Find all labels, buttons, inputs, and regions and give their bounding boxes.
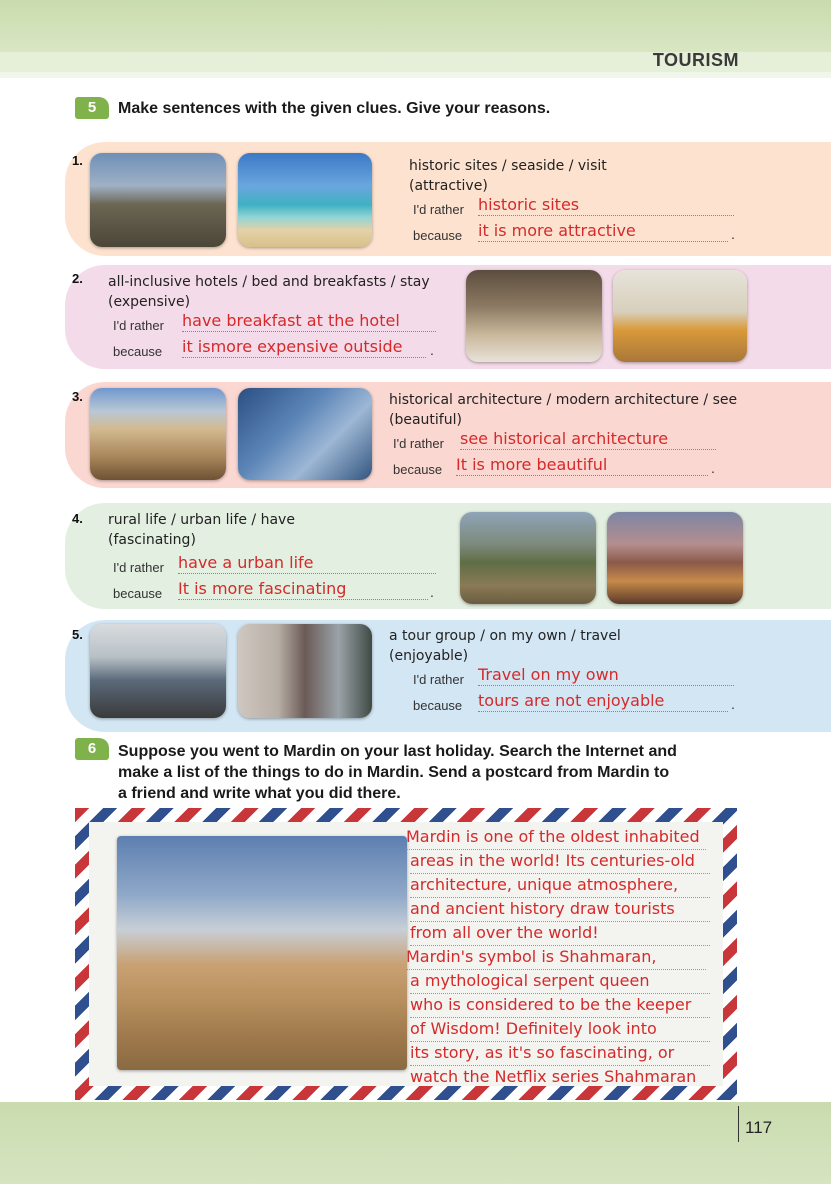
item-4-period: .	[430, 584, 434, 600]
item-4-rather-answer: have a urban life	[178, 553, 436, 574]
page-number-divider	[738, 1106, 739, 1142]
exercise-6-instruction: Suppose you went to Mardin on your last holiday. Search the Internet and make a list of the things to do in Mardin. Send a postcard from Mardin to a friend and write what you did there.	[118, 743, 677, 802]
postcard-body	[89, 822, 723, 1086]
page-number: 117	[745, 1118, 773, 1137]
postcard-line-2: areas in the world! Its centuries-old	[410, 849, 710, 874]
item-1-rather-label: I'd rather	[413, 202, 464, 217]
item-1-because-answer: it is more attractive	[478, 221, 728, 242]
header-divider	[0, 72, 831, 78]
beach-seaside-photo	[238, 153, 372, 247]
header-band	[0, 0, 831, 52]
item-2-because-answer: it ismore expensive outside	[182, 337, 426, 358]
postcard-line-5: from all over the world!	[410, 921, 710, 946]
item-3-rather-answer: see historical architecture	[460, 429, 716, 450]
postcard-border	[75, 808, 737, 1100]
historic-ruins-photo	[90, 153, 226, 247]
item-5-because-answer: tours are not enjoyable	[478, 691, 728, 712]
item-1-number: 1.	[72, 153, 83, 168]
item-2-clue: all-inclusive hotels / bed and breakfasts / stay (expensive)	[108, 274, 430, 310]
item-2-rather-answer: have breakfast at the hotel	[182, 311, 436, 332]
postcard-line-8: who is considered to be the keeper	[410, 993, 710, 1018]
rural-village-photo	[460, 512, 596, 604]
solo-traveler-photo	[238, 624, 372, 718]
item-3-clue: historical architecture / modern architecture / see (beautiful)	[389, 392, 738, 428]
postcard-line-10: its story, as it's so fascinating, or	[410, 1041, 710, 1066]
item-1-clue: historic sites / seaside / visit (attractive)	[409, 158, 607, 194]
item-2-because-label: because	[113, 344, 163, 359]
item-3-number: 3.	[72, 389, 83, 404]
postcard-line-4: and ancient history draw tourists	[410, 897, 710, 922]
footer-band	[0, 1102, 831, 1184]
item-5-rather-label: I'd rather	[413, 672, 464, 687]
item-3-period: .	[711, 460, 715, 476]
item-2-period: .	[430, 342, 434, 358]
item-5-because-label: because	[413, 698, 463, 713]
hotel-room-photo	[466, 270, 602, 362]
postcard-line-3: architecture, unique atmosphere,	[410, 873, 710, 898]
exercise-6-badge: 6	[75, 738, 109, 760]
postcard-line-6: Mardin's symbol is Shahmaran,	[406, 945, 706, 970]
mardin-city-photo	[117, 836, 407, 1070]
postcard-line-11: watch the Netflix series Shahmaran	[410, 1067, 697, 1086]
item-4-because-label: because	[113, 586, 163, 601]
item-5-period: .	[731, 696, 735, 712]
city-view-photo	[607, 512, 743, 604]
item-4-number: 4.	[72, 511, 83, 526]
postcard-line-9: of Wisdom! Definitely look into	[410, 1017, 710, 1042]
item-1-period: .	[731, 226, 735, 242]
item-5-rather-answer: Travel on my own	[478, 665, 734, 686]
item-2-number: 2.	[72, 271, 83, 286]
item-4-because-answer: It is more fascinating	[178, 579, 428, 600]
tour-group-photo	[90, 624, 226, 718]
item-4-clue: rural life / urban life / have (fascinating)	[108, 512, 295, 548]
postcard-line-7: a mythological serpent queen	[410, 969, 710, 994]
item-5-number: 5.	[72, 627, 83, 642]
item-3-rather-label: I'd rather	[393, 436, 444, 451]
item-3-because-label: because	[393, 462, 443, 477]
unit-title: TOURISM	[652, 50, 739, 70]
item-5-clue: a tour group / on my own / travel (enjoyable)	[389, 628, 621, 664]
item-2-rather-label: I'd rather	[113, 318, 164, 333]
skyscrapers-photo	[238, 388, 372, 480]
item-4-rather-label: I'd rather	[113, 560, 164, 575]
baroque-fountain-photo	[90, 388, 226, 480]
item-1-because-label: because	[413, 228, 463, 243]
exercise-5-instruction: Make sentences with the given clues. Give your reasons.	[118, 100, 551, 117]
item-3-because-answer: It is more beautiful	[456, 455, 708, 476]
postcard-line-1: Mardin is one of the oldest inhabited	[406, 825, 706, 850]
item-1-rather-answer: historic sites	[478, 195, 734, 216]
exercise-5-badge: 5	[75, 97, 109, 119]
bed-and-breakfast-photo	[613, 270, 747, 362]
